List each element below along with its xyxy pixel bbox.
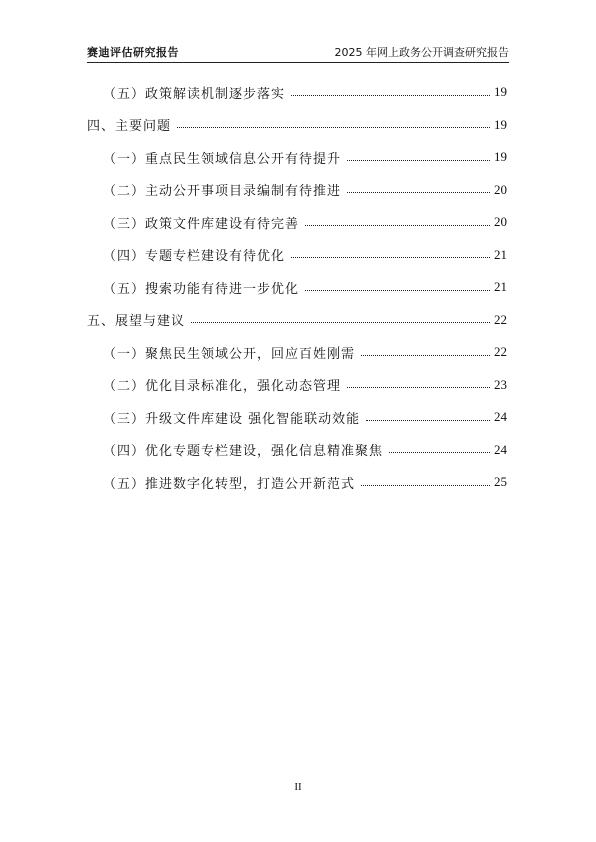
- toc-entry-label: （五）政策解读机制逐步落实: [103, 86, 286, 102]
- toc-entry-label: 五、展望与建议: [87, 314, 186, 330]
- toc-entry-page: 21: [494, 246, 507, 262]
- page-number: II: [294, 781, 302, 793]
- toc-entry-label: （五）搜索功能有待进一步优化: [103, 281, 300, 297]
- toc-entry-page: 19: [494, 84, 507, 100]
- toc-entry[interactable]: [87, 369, 507, 402]
- toc-entry-label: （四）专题专栏建设有待优化: [103, 249, 286, 265]
- toc-dot-leader: [305, 290, 490, 291]
- toc-entry[interactable]: [87, 206, 507, 239]
- toc-entry[interactable]: [87, 434, 507, 467]
- toc-entry[interactable]: [87, 336, 507, 369]
- toc-entry-page: 23: [494, 376, 507, 392]
- toc-entry-label: （三）政策文件库建设有待完善: [103, 216, 300, 232]
- toc-entry-page: 21: [494, 279, 507, 295]
- toc-entry-page: 22: [494, 311, 507, 327]
- table-of-contents: [87, 76, 507, 499]
- toc-entry-page: 20: [494, 214, 507, 230]
- toc-entry[interactable]: [87, 304, 507, 337]
- toc-entry[interactable]: [87, 141, 507, 174]
- toc-entry-page: 19: [494, 149, 507, 165]
- toc-dot-leader: [305, 225, 490, 226]
- toc-entry[interactable]: [87, 109, 507, 142]
- toc-dot-leader: [191, 322, 490, 323]
- toc-dot-leader: [389, 452, 490, 453]
- toc-entry-label: （一）重点民生领域信息公开有待提升: [103, 151, 342, 167]
- toc-dot-leader: [361, 355, 490, 356]
- toc-entry-label: （二）优化目录标准化，强化动态管理: [103, 379, 342, 395]
- toc-dot-leader: [291, 257, 490, 258]
- toc-entry-label: 四、主要问题: [87, 119, 172, 135]
- toc-entry[interactable]: [87, 174, 507, 207]
- toc-dot-leader: [347, 192, 490, 193]
- toc-entry[interactable]: [87, 271, 507, 304]
- toc-entry-label: （五）推进数字化转型，打造公开新范式: [103, 476, 356, 492]
- toc-dot-leader: [366, 420, 490, 421]
- toc-dot-leader: [347, 160, 490, 161]
- toc-entry-label: （一）聚焦民生领域公开，回应百姓刚需: [103, 346, 356, 362]
- toc-entry-page: 24: [494, 409, 507, 425]
- toc-dot-leader: [291, 95, 490, 96]
- toc-entry[interactable]: [87, 466, 507, 499]
- toc-entry-page: 22: [494, 344, 507, 360]
- toc-entry-page: 20: [494, 181, 507, 197]
- toc-entry[interactable]: [87, 76, 507, 109]
- toc-entry[interactable]: [87, 401, 507, 434]
- toc-dot-leader: [361, 485, 490, 486]
- page-header: [87, 40, 509, 63]
- toc-dot-leader: [347, 387, 490, 388]
- header-left-title: 赛迪评估研究报告: [87, 46, 179, 59]
- toc-entry-label: （四）优化专题专栏建设，强化信息精准聚焦: [103, 444, 384, 460]
- header-right-title: 2025 年网上政务公开调查研究报告: [334, 46, 509, 59]
- toc-entry-label: （三）升级文件库建设 强化智能联动效能: [103, 411, 361, 427]
- toc-dot-leader: [177, 127, 490, 128]
- toc-entry[interactable]: [87, 239, 507, 272]
- toc-entry-page: 24: [494, 441, 507, 457]
- toc-entry-label: （二）主动公开事项目录编制有待推进: [103, 184, 342, 200]
- toc-entry-page: 19: [494, 116, 507, 132]
- toc-entry-page: 25: [494, 474, 507, 490]
